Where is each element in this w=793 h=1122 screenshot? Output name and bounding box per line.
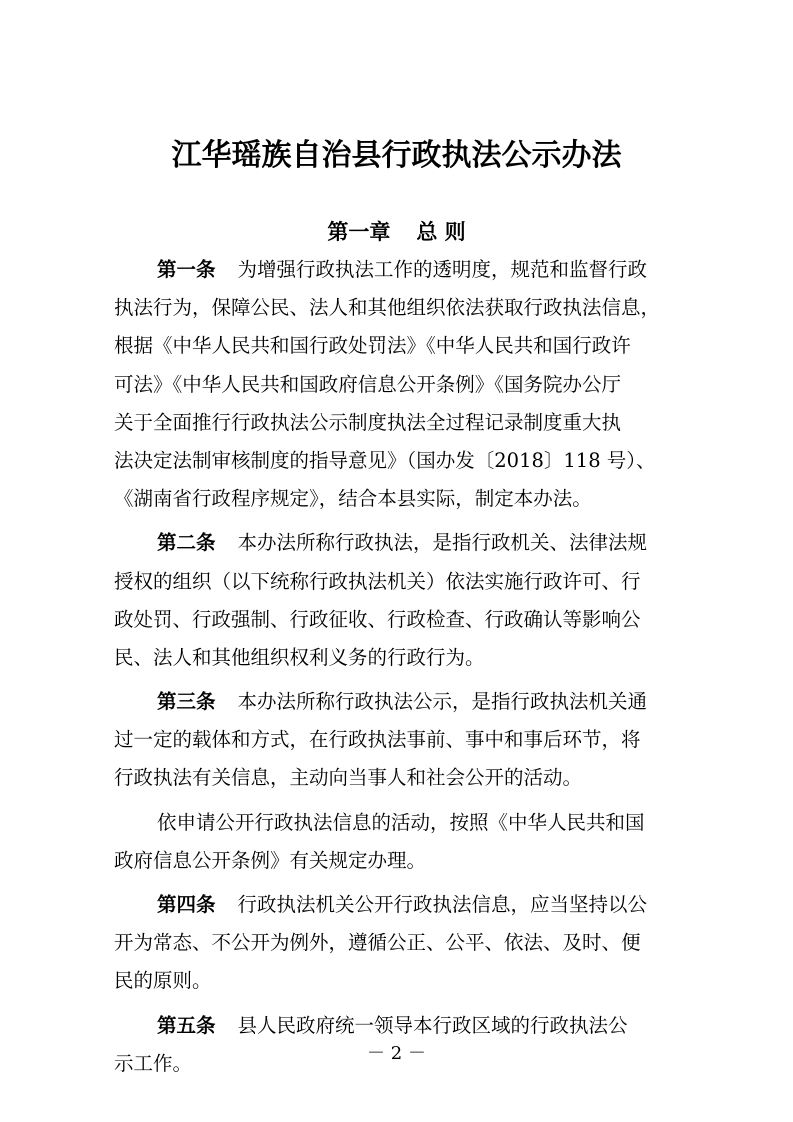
paragraph-line: 过一定的载体和方式，在行政执法事前、事中和事后环节，将	[114, 728, 641, 752]
paragraph-line: 开为常态、不公开为例外，遵循公正、公平、依法、及时、便	[114, 931, 641, 955]
paragraph-line: 第二条 本办法所称行政执法，是指行政机关、法律法规	[157, 531, 648, 555]
paragraph-article-3-continued	[114, 804, 714, 880]
chapter-heading	[0, 216, 793, 248]
paragraph-line: 执法行为，保障公民、法人和其他组织依法获取行政执法信息，	[114, 296, 661, 320]
page-number: － 2 －	[367, 1043, 426, 1064]
paragraph-line: 法决定法制审核制度的指导意见》（国办发〔2018〕118 号）、	[114, 448, 656, 472]
paragraph-article-1	[114, 251, 714, 518]
paragraph-article-2	[114, 524, 714, 677]
paragraph-line: 政处罚、行政强制、行政征收、行政检查、行政确认等影响公	[114, 607, 641, 631]
paragraph-line: 第三条 本办法所称行政执法公示，是指行政执法机关通	[157, 690, 648, 714]
paragraph-line: 依申请公开行政执法信息的活动，按照《中华人民共和国	[157, 810, 645, 834]
paragraph-line: 示工作。	[114, 1051, 193, 1075]
article-label: 第四条	[157, 893, 216, 916]
article-label: 第一条	[157, 258, 216, 281]
paragraph-article-3	[114, 683, 714, 798]
paragraph-line: 民、法人和其他组织权利义务的行政行为。	[114, 645, 485, 669]
paragraph-line: 行政执法有关信息，主动向当事人和社会公开的活动。	[114, 766, 583, 790]
chapter-number: 第一章	[327, 219, 391, 244]
paragraph-line: 民的原则。	[114, 969, 212, 993]
paragraph-line: 《湖南省行政程序规定》，结合本县实际，制定本办法。	[114, 487, 592, 511]
document-title: 江华瑶族自治县行政执法公示办法	[171, 138, 622, 173]
body-text	[114, 251, 714, 1083]
paragraph-article-4	[114, 886, 714, 1001]
paragraph-line: 政府信息公开条例》有关规定办理。	[114, 848, 427, 872]
paragraph-line: 根据《中华人民共和国行政处罚法》《中华人民共和国行政许	[114, 334, 631, 358]
chapter-name: 总 则	[416, 219, 466, 244]
article-label: 第五条	[157, 1013, 216, 1037]
paragraph-line: 关于全面推行行政执法公示制度执法全过程记录制度重大执	[114, 410, 622, 434]
article-label: 第二条	[157, 531, 216, 555]
paragraph-line: 第四条 行政执法机关公开行政执法信息，应当坚持以公	[157, 893, 648, 916]
article-label: 第三条	[157, 690, 216, 714]
paragraph-line: 第五条 县人民政府统一领导本行政区域的行政执法公	[157, 1013, 628, 1037]
paragraph-line: 第一条 为增强行政执法工作的透明度，规范和监督行政	[157, 258, 648, 281]
paragraph-line: 可法》《中华人民共和国政府信息公开条例》《国务院办公厅	[114, 372, 622, 396]
paragraph-line: 授权的组织（以下统称行政执法机关）依法实施行政许可、行	[114, 569, 641, 593]
